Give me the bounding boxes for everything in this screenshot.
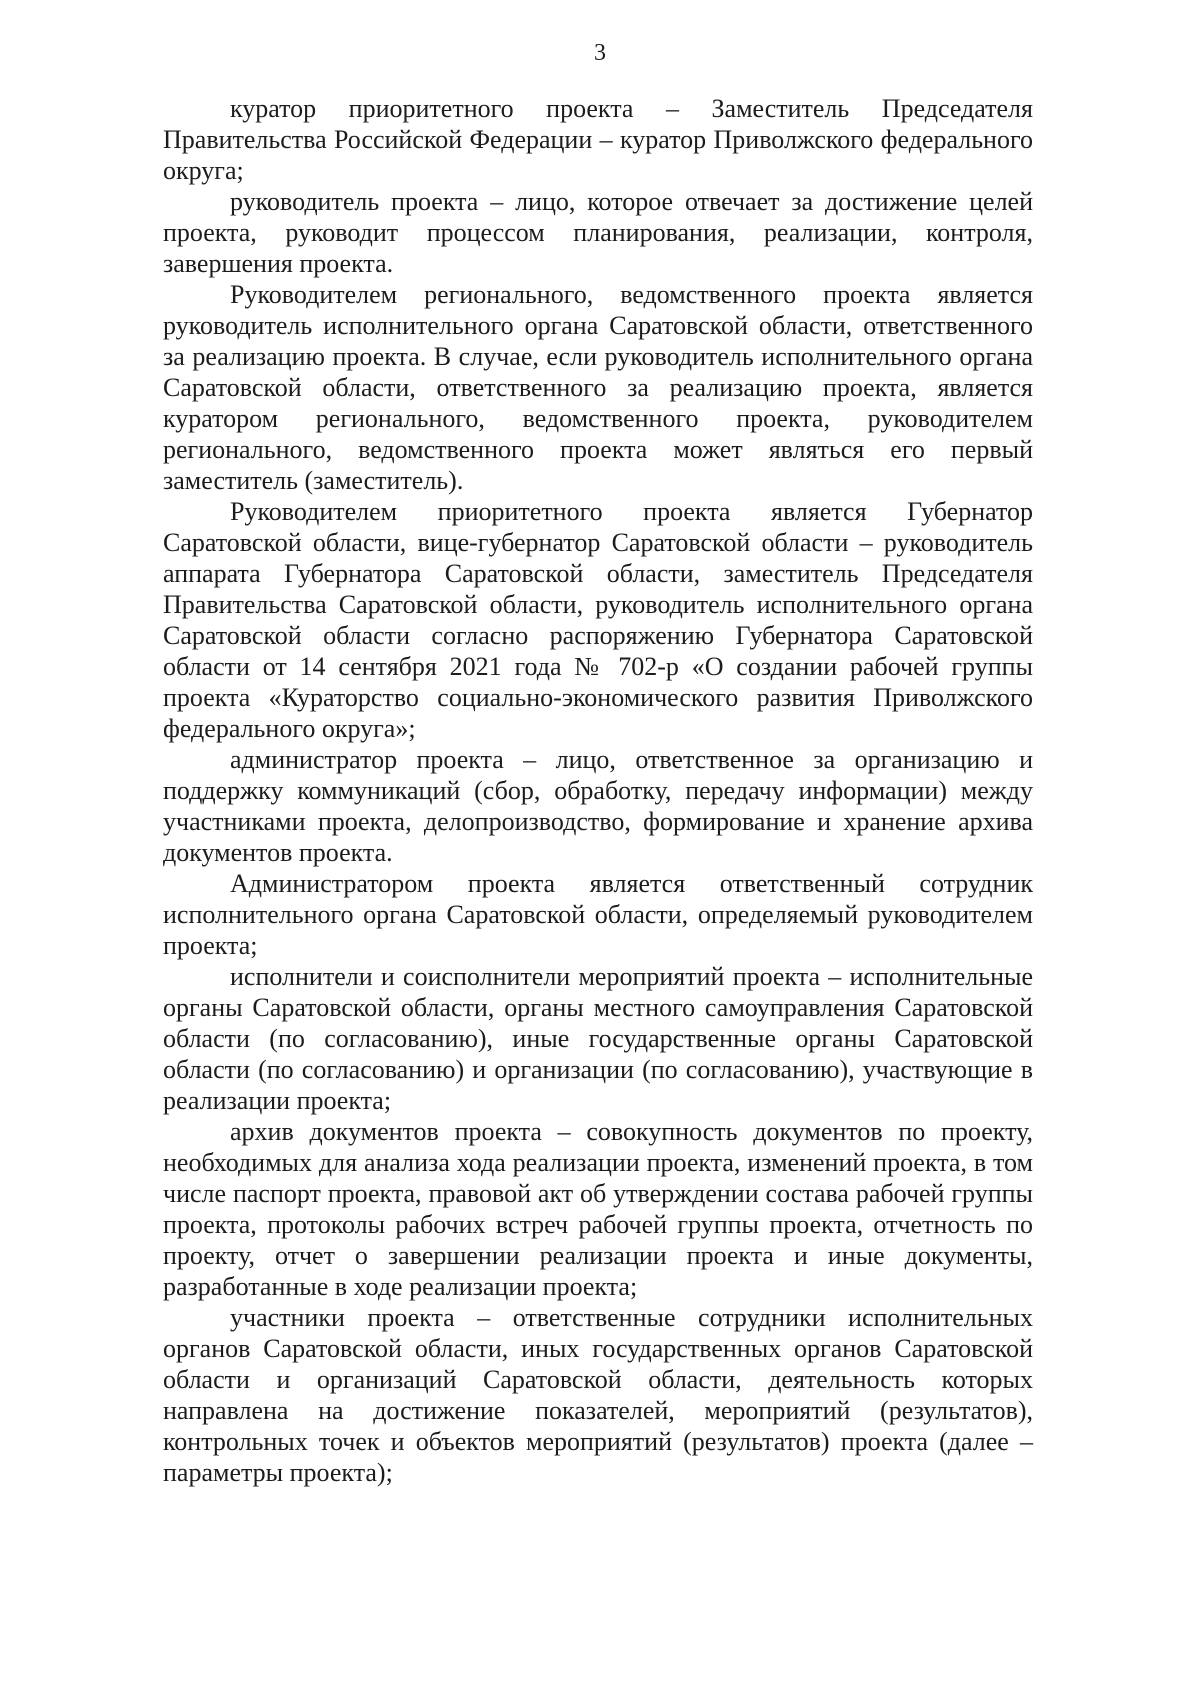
- paragraph-project-head-definition: руководитель проекта – лицо, которое отвечает за достижение целей проекта, руководит процессом планирования, реализации, контроля, завершения проекта.: [163, 187, 1033, 278]
- paragraph-project-participants: участники проекта – ответственные сотрудники исполнительных органов Саратовской области, иных государственных органов Саратовской области и организаций Саратовской области, деятельность которых направлена на достижение показателей, мероприятий (результатов), контрольных точек и объектов мероприятий (результатов) проекта (далее – параметры проекта);: [163, 1303, 1033, 1487]
- paragraph-project-administrator-definition: администратор проекта – лицо, ответственное за организацию и поддержку коммуникаций (сбор, обработку, передачу информации) между участниками проекта, делопроизводство, формирование и хранение архива документов проекта.: [163, 745, 1033, 867]
- paragraph-executors: исполнители и соисполнители мероприятий проекта – исполнительные органы Саратовской области, органы местного самоуправления Саратовской области (по согласованию), иные государственные органы Саратовской области (по согласованию) и организации (по согласованию), участвующие в реализации проекта;: [163, 962, 1033, 1115]
- paragraph-project-archive: архив документов проекта – совокупность документов по проекту, необходимых для анализа хода реализации проекта, изменений проекта, в том числе паспорт проекта, правовой акт об утверждении состава рабочей группы проекта, протоколы рабочих встреч рабочей группы проекта, отчетность по проекту, отчет о завершении реализации проекта и иные документы, разработанные в ходе реализации проекта;: [163, 1117, 1033, 1301]
- paragraph-regional-project-head: Руководителем регионального, ведомственного проекта является руководитель исполнительного органа Саратовской области, ответственного за реализацию проекта. В случае, если руководитель исполнительного органа Саратовской области, ответственного за реализацию проекта, является куратором регионального, ведомственного проекта, руководителем регионального, ведомственного проекта может являться его первый заместитель (заместитель).: [163, 280, 1033, 495]
- paragraph-priority-project-head: Руководителем приоритетного проекта является Губернатор Саратовской области, вице-губернатор Саратовской области – руководитель аппарата Губернатора Саратовской области, заместитель Председателя Правительства Саратовской области, руководитель исполнительного органа Саратовской области согласно распоряжению Губернатора Саратовской области от 14 сентября 2021 года № 702-р «О создании рабочей группы проекта «Кураторство социально-экономического развития Приволжского федерального округа»;: [163, 497, 1033, 743]
- paragraph-project-administrator: Администратором проекта является ответственный сотрудник исполнительного органа Саратовской области, определяемый руководителем проекта;: [163, 869, 1033, 960]
- document-body: [163, 93, 1033, 1488]
- paragraph-curator-priority-project: куратор приоритетного проекта – Заместитель Председателя Правительства Российской Федерации – куратор Приволжского федерального округа;: [163, 94, 1033, 185]
- page-number: 3: [594, 40, 606, 66]
